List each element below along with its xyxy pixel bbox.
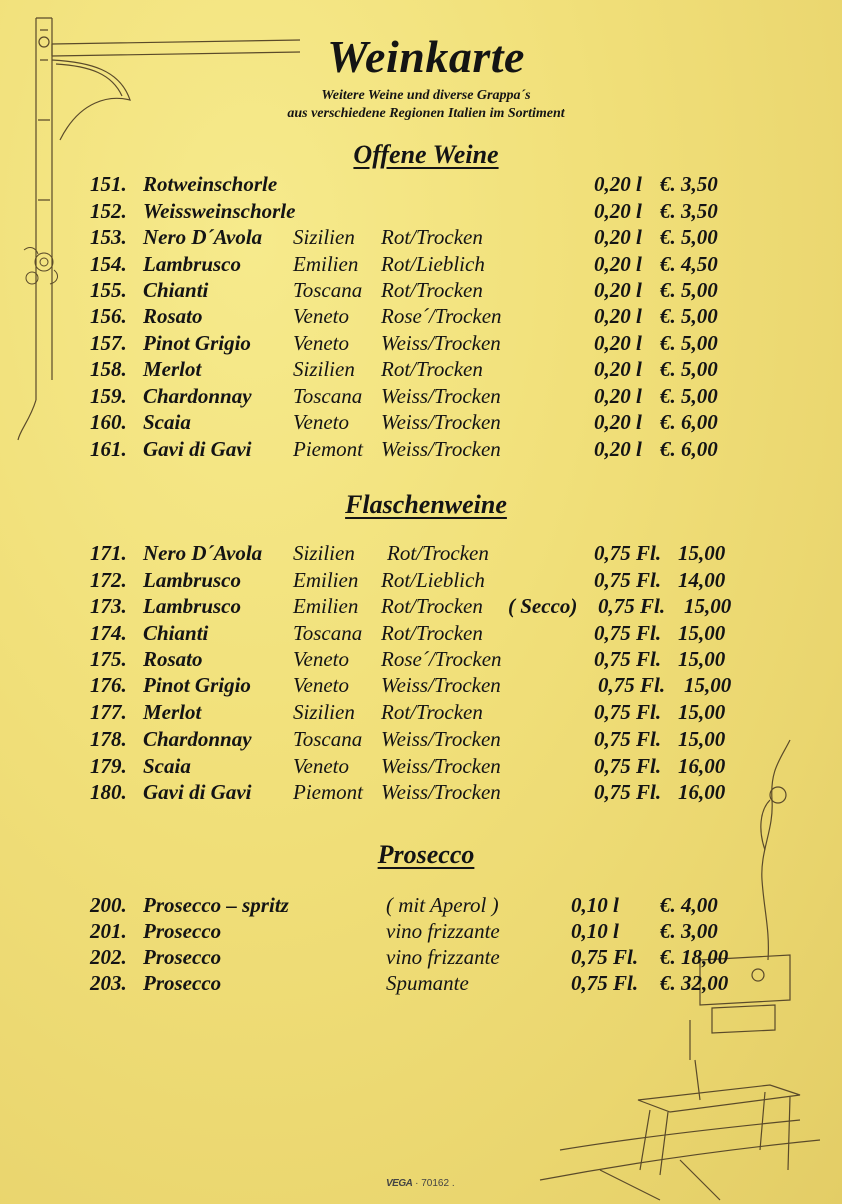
list-item: [0, 384, 842, 410]
item-quantity: 0,75 Fl.: [594, 700, 662, 724]
item-price: 15,00: [678, 647, 726, 671]
item-number: 201.: [90, 919, 127, 943]
item-region: Emilien: [293, 594, 359, 618]
list-item: [0, 225, 842, 251]
item-price: €. 18,00: [660, 945, 729, 969]
item-number: 160.: [90, 410, 127, 434]
item-number: 200.: [90, 893, 127, 917]
item-name: Lambrusco: [143, 594, 242, 618]
subtitle-line-1: Weitere Weine und diverse Grappa´s: [321, 88, 531, 103]
page-title: Weinkarte: [327, 31, 525, 82]
list-item: [0, 647, 842, 673]
item-number: 154.: [90, 252, 127, 276]
item-price: €. 4,00: [660, 893, 718, 917]
item-name: Scaia: [143, 410, 191, 434]
item-name: Weissweinschorle: [143, 199, 296, 223]
item-number: 178.: [90, 727, 127, 751]
item-region: Sizilien: [293, 225, 355, 249]
item-name: Chianti: [143, 621, 209, 645]
item-name: Chianti: [143, 278, 209, 302]
item-extra: ( Secco): [508, 594, 578, 618]
item-number: 174.: [90, 621, 127, 645]
item-number: 158.: [90, 357, 127, 381]
item-type: Weiss/Trocken: [381, 673, 501, 697]
item-region: Toscana: [293, 384, 363, 408]
item-price: €. 5,00: [660, 225, 718, 249]
item-type: Weiss/Trocken: [381, 437, 501, 461]
item-price: 15,00: [684, 594, 732, 618]
section-heading-flaschenweine: Flaschenweine: [345, 490, 507, 519]
item-number: 156.: [90, 304, 127, 328]
item-name: Lambrusco: [143, 568, 242, 592]
item-price: €. 3,00: [660, 919, 718, 943]
printer-code: · 70162 .: [415, 1178, 455, 1189]
item-price: €. 6,00: [660, 437, 718, 461]
item-name: Prosecco – spritz: [143, 893, 289, 917]
item-region: Sizilien: [293, 700, 355, 724]
subtitle-line-2: aus verschiedene Regionen Italien im Sortiment: [287, 106, 565, 121]
item-price: €. 3,50: [660, 199, 718, 223]
item-price: €. 32,00: [660, 971, 729, 995]
item-type: Weiss/Trocken: [381, 331, 501, 355]
item-quantity: 0,75 Fl.: [594, 568, 662, 592]
item-region: Piemont: [293, 437, 363, 461]
item-quantity: 0,75 Fl.: [571, 945, 639, 969]
item-number: 179.: [90, 754, 127, 778]
item-region: Toscana: [293, 727, 363, 751]
item-name: Rotweinschorle: [143, 172, 278, 196]
item-name: Merlot: [143, 357, 202, 381]
item-type: Weiss/Trocken: [381, 780, 501, 804]
list-item: [0, 304, 842, 330]
item-region: Veneto: [293, 410, 349, 434]
item-region: Veneto: [293, 304, 349, 328]
item-number: 171.: [90, 541, 127, 565]
item-quantity: 0,20 l: [594, 384, 642, 408]
item-name: Pinot Grigio: [143, 673, 251, 697]
item-number: 159.: [90, 384, 127, 408]
item-quantity: 0,20 l: [594, 225, 642, 249]
item-number: 173.: [90, 594, 127, 618]
list-item: [0, 621, 842, 647]
item-name: Pinot Grigio: [143, 331, 251, 355]
item-type: Rot/Trocken: [387, 541, 489, 565]
item-region: Sizilien: [293, 357, 355, 381]
list-item: [0, 410, 842, 436]
item-name: Nero D´Avola: [143, 541, 263, 565]
item-type: Rot/Trocken: [381, 621, 483, 645]
item-name: Merlot: [143, 700, 202, 724]
item-price: 15,00: [678, 727, 726, 751]
item-type: Rot/Trocken: [381, 594, 483, 618]
item-region: Emilien: [293, 568, 359, 592]
item-quantity: 0,75 Fl.: [594, 754, 662, 778]
list-item: [0, 199, 842, 225]
item-quantity: 0,10 l: [571, 893, 619, 917]
item-quantity: 0,75 Fl.: [571, 971, 639, 995]
item-name: Lambrusco: [143, 252, 242, 276]
item-name: Gavi di Gavi: [143, 437, 252, 461]
item-price: €. 6,00: [660, 410, 718, 434]
item-region: Emilien: [293, 252, 359, 276]
item-price: 15,00: [684, 673, 732, 697]
list-item: [0, 780, 842, 806]
item-type: Rot/Trocken: [381, 700, 483, 724]
list-item: [0, 278, 842, 304]
item-quantity: 0,20 l: [594, 410, 642, 434]
list-item: [0, 754, 842, 780]
item-price: €. 5,00: [660, 331, 718, 355]
list-item: [0, 437, 842, 463]
list-item: [0, 673, 842, 699]
item-price: €. 4,50: [660, 252, 718, 276]
item-type: vino frizzante: [386, 919, 500, 943]
item-region: Veneto: [293, 331, 349, 355]
list-item: [0, 594, 842, 620]
item-quantity: 0,75 Fl.: [594, 647, 662, 671]
item-quantity: 0,75 Fl.: [594, 727, 662, 751]
item-region: Piemont: [293, 780, 363, 804]
item-region: Toscana: [293, 278, 363, 302]
item-number: 175.: [90, 647, 127, 671]
item-name: Prosecco: [143, 945, 222, 969]
item-quantity: 0,20 l: [594, 437, 642, 461]
item-price: 15,00: [678, 541, 726, 565]
list-item: [0, 971, 842, 997]
item-quantity: 0,20 l: [594, 252, 642, 276]
list-item: [0, 331, 842, 357]
item-number: 155.: [90, 278, 127, 302]
item-price: €. 5,00: [660, 384, 718, 408]
item-price: 16,00: [678, 780, 726, 804]
item-name: Prosecco: [143, 919, 222, 943]
list-item: [0, 893, 842, 919]
item-quantity: 0,20 l: [594, 172, 642, 196]
item-region: Veneto: [293, 754, 349, 778]
printer-brand: VEGA: [386, 1178, 413, 1189]
list-item: [0, 700, 842, 726]
item-type: Rose´/Trocken: [381, 304, 502, 328]
item-price: 15,00: [678, 700, 726, 724]
item-type: Rot/Trocken: [381, 357, 483, 381]
item-number: 180.: [90, 780, 127, 804]
section-heading-prosecco: Prosecco: [377, 840, 475, 869]
item-type: Rose´/Trocken: [381, 647, 502, 671]
item-name: Rosato: [143, 647, 203, 671]
item-type: Weiss/Trocken: [381, 727, 501, 751]
item-name: Prosecco: [143, 971, 222, 995]
item-name: Scaia: [143, 754, 191, 778]
item-price: 16,00: [678, 754, 726, 778]
item-quantity: 0,75 Fl.: [594, 780, 662, 804]
list-item: [0, 727, 842, 753]
item-number: 153.: [90, 225, 127, 249]
item-price: €. 5,00: [660, 278, 718, 302]
item-type: Rot/Trocken: [381, 278, 483, 302]
item-quantity: 0,20 l: [594, 199, 642, 223]
list-item: [0, 945, 842, 971]
item-quantity: 0,75 Fl.: [598, 673, 666, 697]
item-quantity: 0,20 l: [594, 357, 642, 381]
item-type: Rot/Lieblich: [381, 252, 485, 276]
list-item: [0, 172, 842, 198]
item-region: Sizilien: [293, 541, 355, 565]
section-heading-offene-weine: Offene Weine: [353, 140, 499, 169]
item-quantity: 0,10 l: [571, 919, 619, 943]
item-type: Weiss/Trocken: [381, 384, 501, 408]
item-number: 203.: [90, 971, 127, 995]
item-type: vino frizzante: [386, 945, 500, 969]
list-item: [0, 357, 842, 383]
item-quantity: 0,75 Fl.: [598, 594, 666, 618]
item-number: 202.: [90, 945, 127, 969]
item-price: 15,00: [678, 621, 726, 645]
item-quantity: 0,75 Fl.: [594, 541, 662, 565]
item-type: ( mit Aperol ): [386, 893, 499, 917]
item-number: 152.: [90, 199, 127, 223]
item-type: Weiss/Trocken: [381, 410, 501, 434]
item-type: Rot/Lieblich: [381, 568, 485, 592]
item-number: 161.: [90, 437, 127, 461]
item-type: Spumante: [386, 971, 469, 995]
item-quantity: 0,20 l: [594, 278, 642, 302]
item-number: 172.: [90, 568, 127, 592]
item-number: 157.: [90, 331, 127, 355]
item-number: 151.: [90, 172, 127, 196]
item-region: Veneto: [293, 647, 349, 671]
item-price: 14,00: [678, 568, 726, 592]
item-type: Weiss/Trocken: [381, 754, 501, 778]
item-name: Chardonnay: [143, 727, 252, 751]
item-number: 177.: [90, 700, 127, 724]
item-name: Rosato: [143, 304, 203, 328]
item-name: Chardonnay: [143, 384, 252, 408]
item-region: Toscana: [293, 621, 363, 645]
printer-imprint: [386, 1178, 455, 1189]
item-region: Veneto: [293, 673, 349, 697]
list-item: [0, 919, 842, 945]
item-quantity: 0,20 l: [594, 304, 642, 328]
item-name: Nero D´Avola: [143, 225, 263, 249]
item-quantity: 0,20 l: [594, 331, 642, 355]
list-item: [0, 541, 842, 567]
item-name: Gavi di Gavi: [143, 780, 252, 804]
list-item: [0, 568, 842, 594]
list-item: [0, 252, 842, 278]
item-price: €. 5,00: [660, 304, 718, 328]
item-number: 176.: [90, 673, 127, 697]
item-price: €. 3,50: [660, 172, 718, 196]
item-price: €. 5,00: [660, 357, 718, 381]
item-type: Rot/Trocken: [381, 225, 483, 249]
item-quantity: 0,75 Fl.: [594, 621, 662, 645]
